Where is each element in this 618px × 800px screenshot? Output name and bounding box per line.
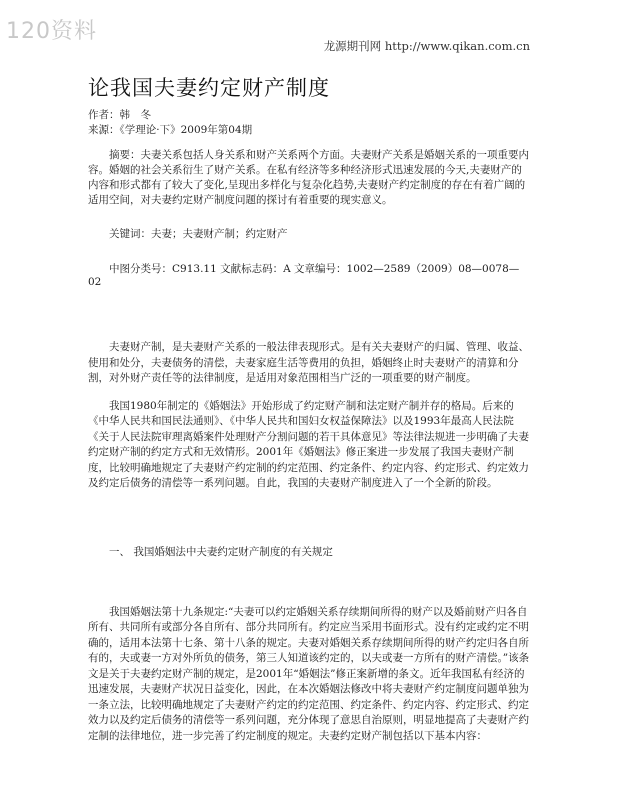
- article-title: 论我国夫妻约定财产制度: [88, 76, 330, 100]
- body-paragraph-3: 我国婚姻法第十九条规定:“夫妻可以约定婚姻关系存续期间所得的财产以及婚前财产归各自所有、共同所有或部分各自所有、部分共同所有。约定应当采用书面形式。没有约定或约定不明确的，适用本法第十七条、第十八条的规定。夫妻对婚姻关系存续期间所得的财产约定归各自所有的，夫或妻一方对外所负的债务，第三人知道该约定的，以夫或妻一方所有的财产清偿。”该条文是关于夫妻约定财产制的规定，是2001年“婚姻法”修正案新增的条文。近年我国私有经济的迅速发展，夫妻财产状况日益变化，因此，在本次婚姻法修改中将夫妻财产约定制度问题单独为一条立法，比较明确地规定了夫妻财产约定的约定范围、约定条件、约定内容、约定形式、约定效力以及约定后债务的清偿等一系列问题，充分体现了意思自治原则，明显地提高了夫妻财产约定制的法律地位，进一步完善了约定制度的规定。夫妻约定财产制包括以下基本内容：: [88, 605, 530, 742]
- document-body: [88, 72, 530, 744]
- article-abstract: 摘要：夫妻关系包括人身关系和财产关系两个方面。夫妻财产关系是婚姻关系的一项重要内容。婚姻的社会关系衍生了财产关系。在私有经济等多种经济形式迅速发展的今天,夫妻财产的内容和形式都有了较大了变化,呈现出多样化与复杂化趋势,夫妻财产约定制度的存在有着广阔的适用空间，对夫妻约定财产制度问题的探讨有着重要的现实意义。: [88, 149, 529, 206]
- section-heading: 一、 我国婚姻法中夫妻约定财产制度的有关规定: [109, 545, 333, 558]
- article-author: 作者：韩 冬: [88, 109, 151, 121]
- journal-source-header: 龙源期刊网 http://www.qikan.com.cn: [323, 39, 530, 53]
- article-classification: 中图分类号：C913.11 文献标志码：A 文章编号：1002—2589（2009）08—0078—02: [88, 263, 520, 288]
- body-paragraph-1: 夫妻财产制，是夫妻财产关系的一般法律表现形式。是有关夫妻财产的归属、管理、收益、使用和处分，夫妻债务的清偿，夫妻家庭生活等费用的负担，婚姻终止时夫妻财产的清算和分割，对外财产责任等的法律制度，是适用对象范围相当广泛的一项重要的财产制度。: [88, 341, 529, 384]
- article-origin: 来源：《学理论·下》2009年第04期: [88, 124, 253, 136]
- watermark-text: 120资料: [6, 19, 97, 44]
- body-paragraph-2: 我国1980年制定的《婚姻法》开始形成了约定财产制和法定财产制并存的格局。后来的《中华人民共和国民法通则》、《中华人民共和国妇女权益保障法》以及1993年最高人民法院《关于人民法院审理离婚案件处理财产分割问题的若干具体意见》等法律法规进一步明确了夫妻约定财产制的约定方式和无效情形。2001年《婚姻法》修正案进一步发展了我国夫妻财产制度，比较明确地规定了夫妻财产约定制的约定范围、约定条件、约定内容、约定形式、约定效力及约定后债务的清偿等一系列问题。自此，我国的夫妻财产制度进入了一个全新的阶段。: [88, 399, 529, 489]
- article-keywords: 关键词：夫妻；夫妻财产制；约定财产: [109, 228, 288, 240]
